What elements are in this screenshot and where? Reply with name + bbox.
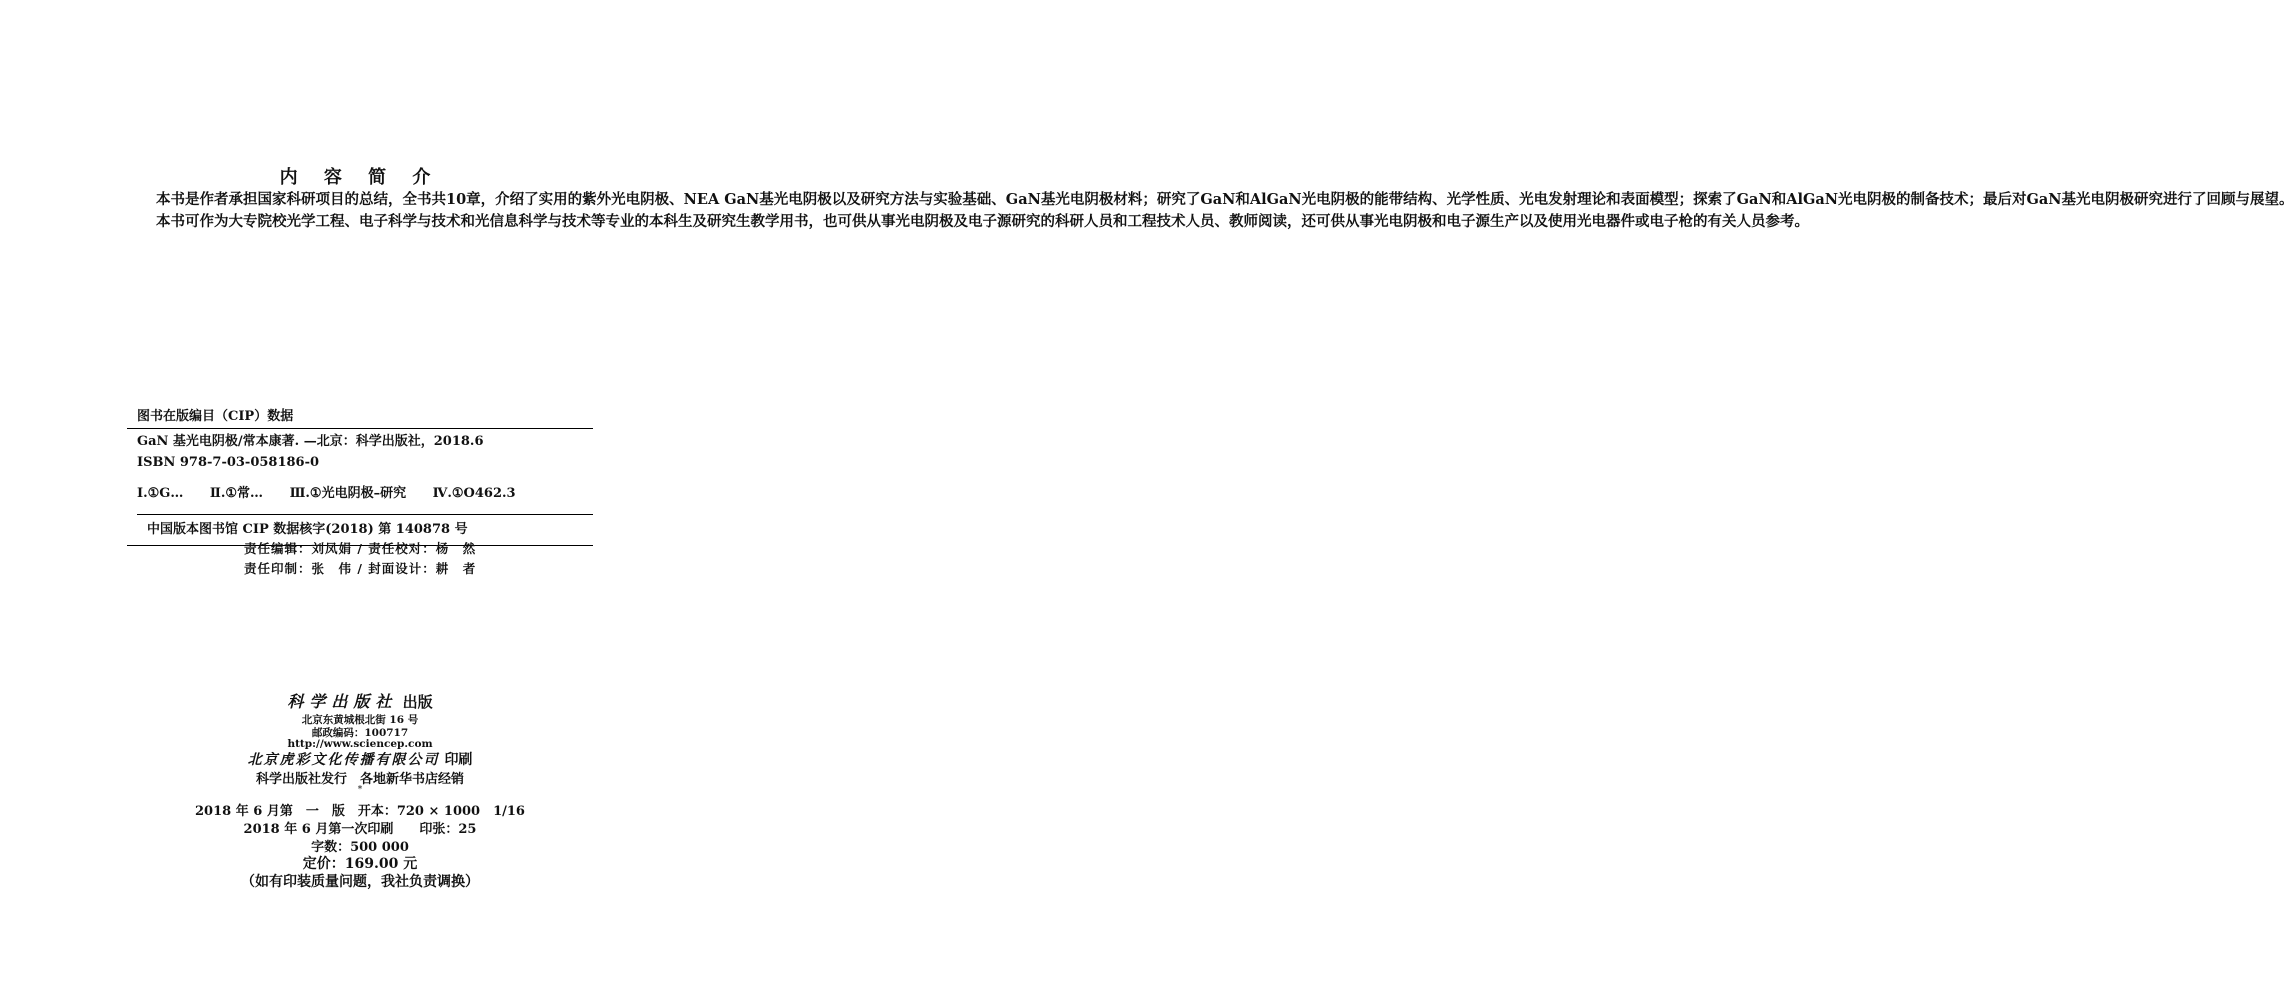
- summary-paragraph-2: 本书可作为大专院校光学工程、电子科学与技术和光信息科学与技术等专业的本科生及研究生教学用书，也可供从事光电阴极及电子源研究的科研人员和工程技术人员、教师阅读，还可供从事光电阴极和电子源生产以及使用光电器件或电子枪的有关人员参考。: [156, 213, 1809, 231]
- summary-paragraph-1: 本书是作者承担国家科研项目的总结，全书共10章，介绍了实用的紫外光电阴极、NEA GaN基光电阴极以及研究方法与实验基础、GaN基光电阴极材料；研究了GaN和AlGaN光电阴极的能带结构、光学性质、光电发射理论和表面模型；探索了GaN和AlGaN光电阴极的制备技术；最后对GaN基光电阴极研究进行了回顾与展望。: [156, 191, 2294, 208]
- quality-note: （如有印装质量问题，我社负责调换）: [241, 874, 479, 890]
- cip-class-1: Ⅰ.①G…: [137, 486, 184, 501]
- credits-line-1: 责任编辑：刘凤娟 / 责任校对：杨 然: [244, 541, 477, 556]
- cip-record-number: 中国版本图书馆 CIP 数据核字(2018) 第 140878 号: [137, 514, 593, 545]
- word-count: 字数：500 000: [311, 840, 409, 855]
- cip-class-2: Ⅱ.①常…: [209, 486, 264, 501]
- summary-body: [127, 189, 2294, 234]
- publisher-line: [0, 689, 720, 712]
- publisher-suffix: 出版: [402, 693, 433, 711]
- summary-title: 内 容 简 介: [279, 167, 441, 188]
- distribution-line: 科学出版社发行 各地新华书店经销: [255, 772, 464, 787]
- printer-logo-text: 北京虎彩文化传播有限公司: [247, 752, 440, 768]
- cip-header: 图书在版编目（CIP）数据: [137, 409, 294, 424]
- cip-class-4: Ⅳ.①O462.3: [432, 486, 516, 501]
- printer-suffix: 印刷: [444, 752, 473, 768]
- cip-classification: [137, 483, 593, 504]
- publisher-logo-text: 科学出版社: [287, 692, 398, 711]
- publisher-postcode: 邮政编码：100717: [311, 727, 409, 739]
- cip-class-3: Ⅲ.①光电阴极–研究: [289, 486, 407, 501]
- cip-box: [127, 428, 593, 546]
- credits: [244, 539, 476, 579]
- separator-mark: *: [357, 785, 363, 795]
- cip-block: [127, 405, 593, 546]
- price: 定价：169.00 元: [302, 856, 418, 872]
- edition-line-1: 2018 年 6 月第 一 版 开本：720 × 1000 1/16: [195, 804, 525, 819]
- credits-line-2: 责任印制：张 伟 / 封面设计：耕 者: [244, 561, 477, 576]
- printer-line: [0, 749, 720, 769]
- cip-isbn: ISBN 978-7-03-058186-0: [137, 455, 320, 470]
- publisher-website: http://www.sciencep.com: [287, 738, 433, 750]
- cip-title-line: GaN 基光电阴极/常本康著. —北京：科学出版社，2018.6: [137, 434, 484, 449]
- publisher-address: 北京东黄城根北街 16 号: [301, 714, 419, 726]
- edition-line-2: 2018 年 6 月第一次印刷 印张：25: [243, 822, 477, 837]
